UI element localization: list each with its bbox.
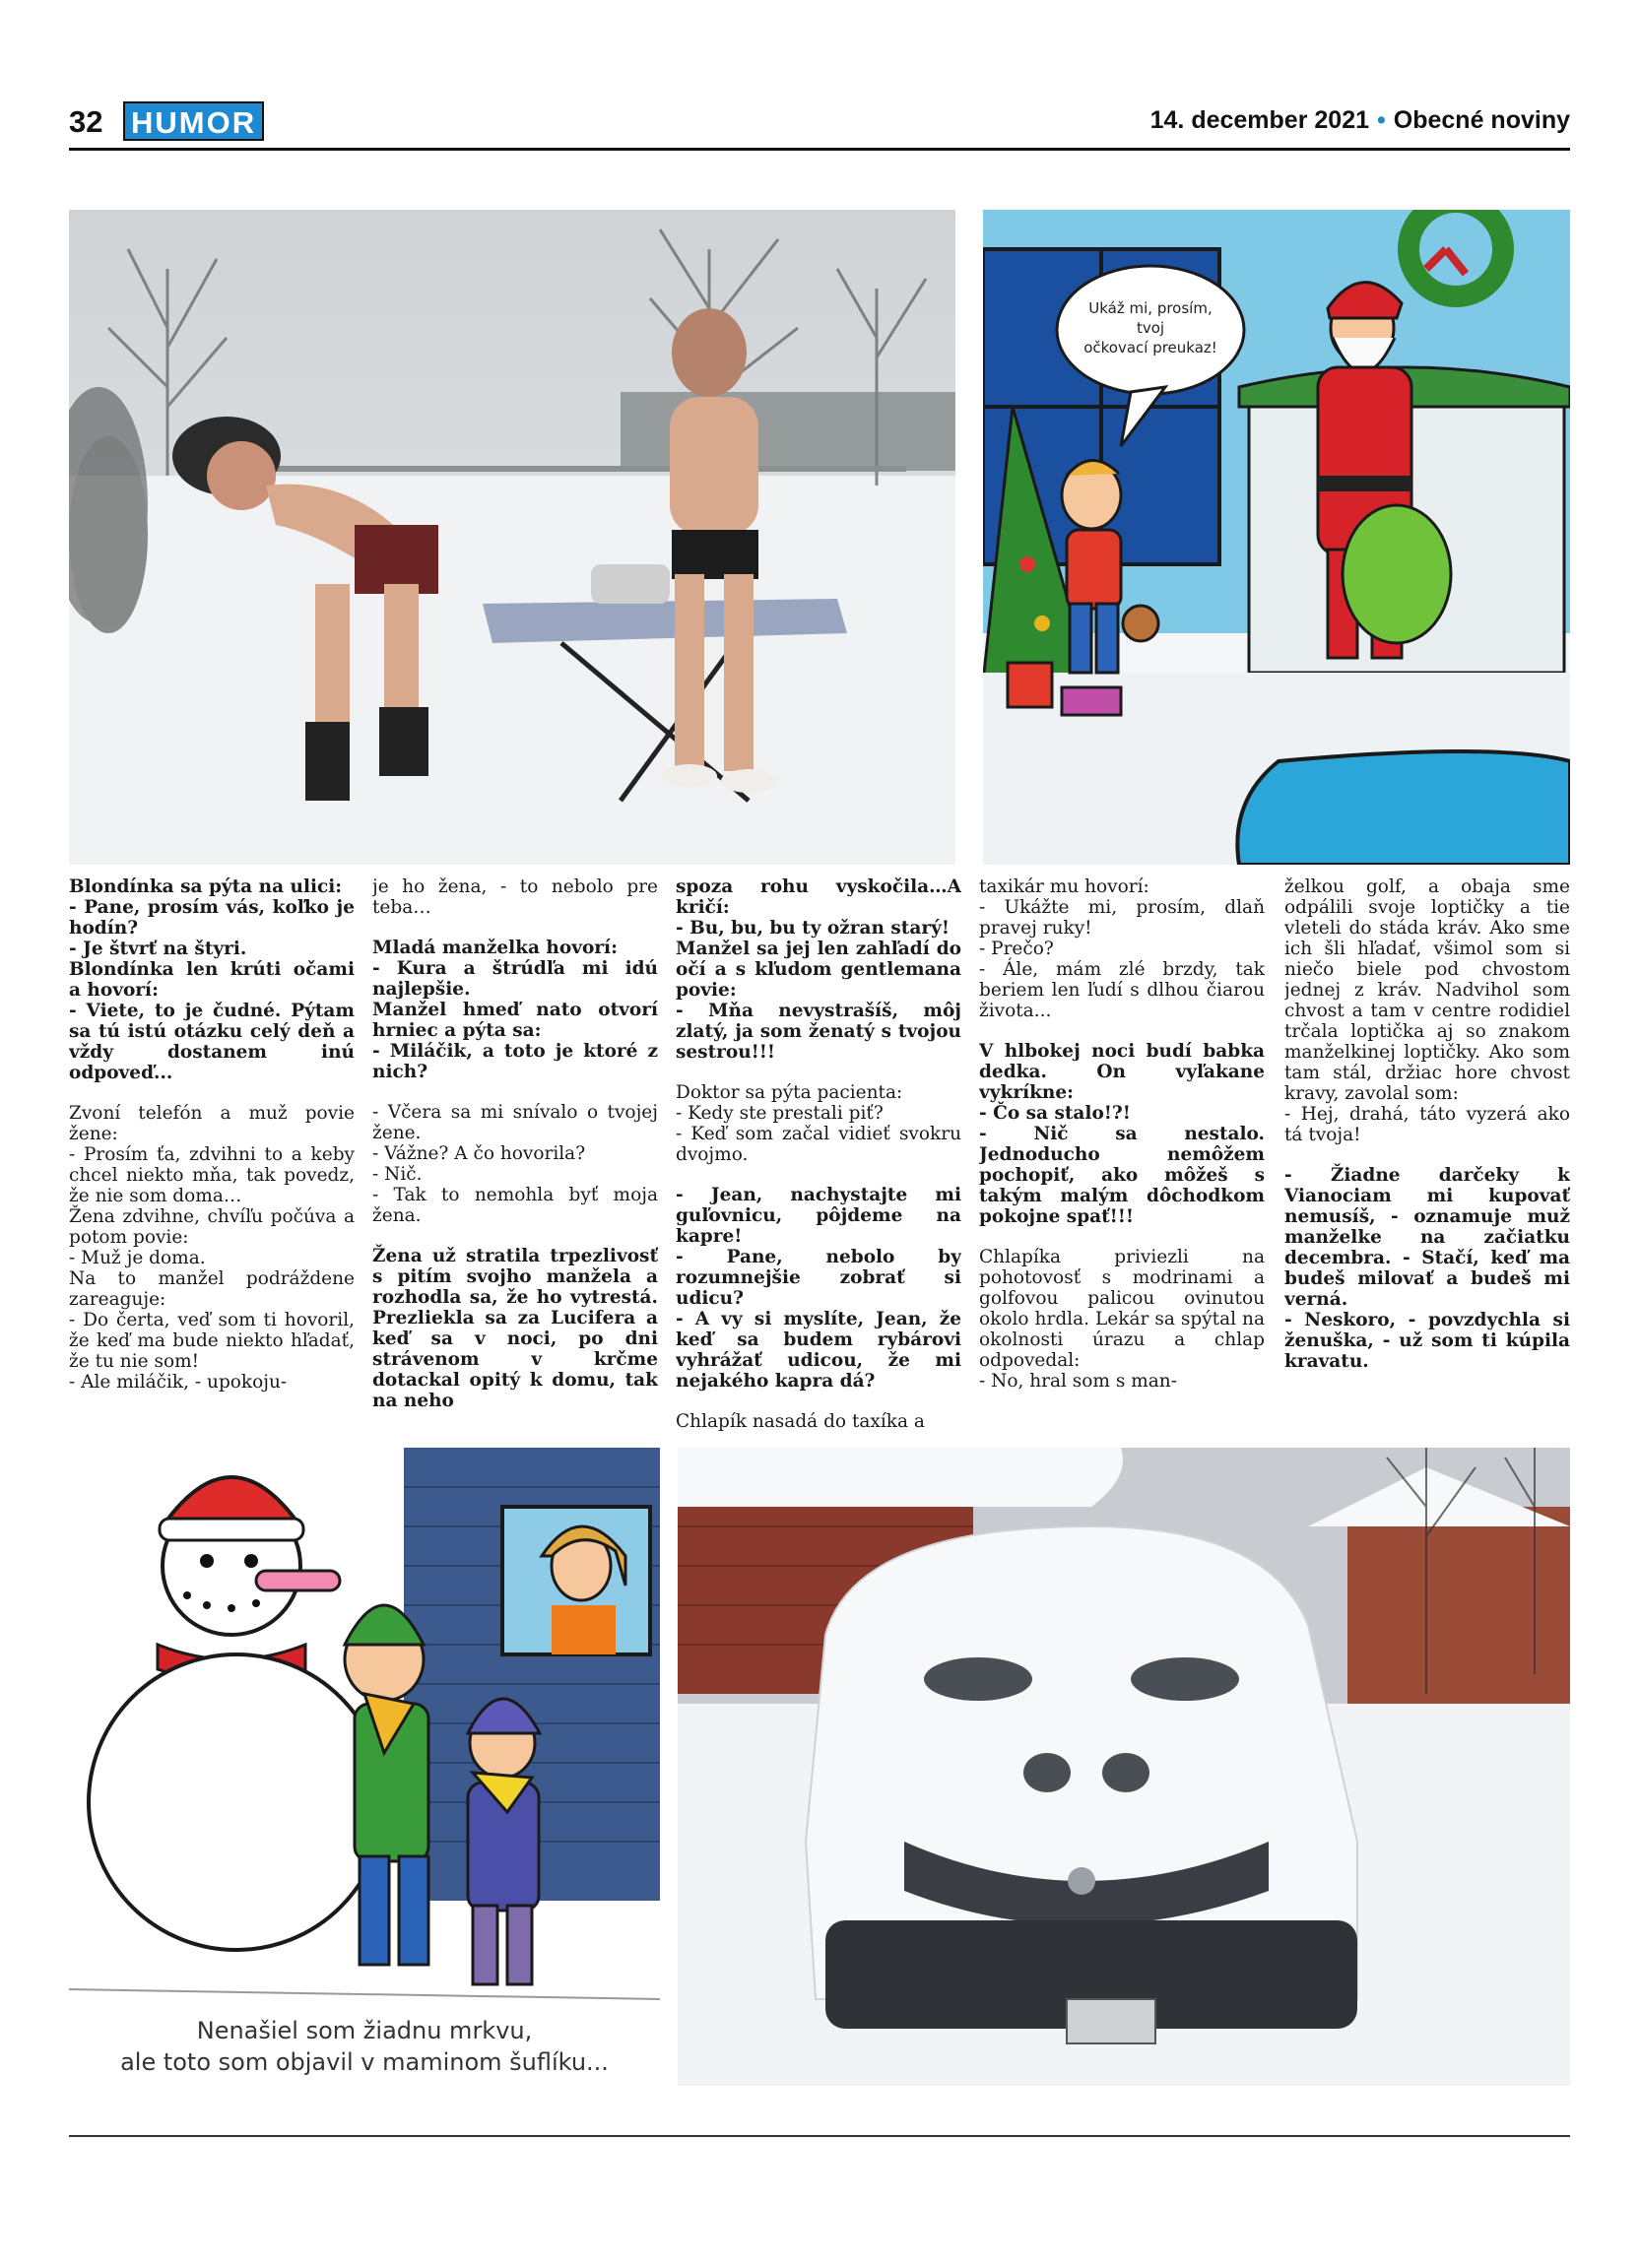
caption-line-1: Nenašiel som žiadnu mrkvu, bbox=[196, 2017, 533, 2044]
joke bbox=[372, 938, 658, 1082]
joke-line: želkou golf, a obaja sme odpálili svoje loptičky a tie vleteli do stáda kráv. Ako sme ich šli hľadať, všimol som si niečo biele pod chvostom jednej z kráv. Nadvihol som chvost a tam v centre rodidiel trčala loptička aj so znakom manželkinej loptičky. Ako som tam stál, držiac hore chvost kravy, zavolal som: bbox=[1284, 876, 1570, 1104]
joke-line: - Jean, nachystajte mi guľovnicu, pôjdeme na kapre! bbox=[676, 1185, 961, 1247]
joke-line: - Nič sa nestalo. Jednoducho nemôžem pochopiť, ako môžeš s takým malým dôchodkom pokojne spať!!! bbox=[979, 1124, 1265, 1227]
joke-line: - Bu, bu, bu ty ožran starý! bbox=[676, 918, 950, 939]
joke-line: Chlapík nasadá do taxíka a bbox=[676, 1411, 925, 1432]
joke bbox=[676, 1185, 961, 1392]
joke bbox=[372, 1246, 658, 1411]
joke bbox=[372, 1102, 658, 1226]
joke-line: - Vážne? A čo hovorila? bbox=[372, 1143, 586, 1164]
joke-line: - Neskoro, - povzdychla si ženuška, - už som ti kúpila kravatu. bbox=[1284, 1310, 1570, 1372]
caption-line-2: ale toto som objavil v maminom šuflíku... bbox=[120, 2048, 609, 2076]
joke-line: - A vy si myslíte, Jean, že keď sa budem rybárovi vyhrážať udicou, že mi nejakého kapra dá? bbox=[676, 1309, 961, 1392]
joke-line: - Mňa nevystrašíš, môj zlatý, ja som ženatý s tvojou sestrou!!! bbox=[676, 1001, 961, 1063]
issue-date: 14. december 2021 bbox=[1149, 106, 1370, 134]
cartoon-santa-vaccination bbox=[983, 210, 1570, 865]
joke bbox=[676, 1411, 961, 1432]
joke-line: - Žiadne darčeky k Vianociam mi kupovať nemusíš, - oznamuje muž manželke na začiatku decembra. - Stačí, keď ma budeš milovať a budeš mi verná. bbox=[1284, 1165, 1570, 1310]
joke-line: - Muž je doma. bbox=[69, 1248, 206, 1268]
joke-line: - Pane, nebolo by rozumnejšie zobrať si udicu? bbox=[676, 1247, 961, 1309]
joke-line: Chlapíka priviezli na pohotovosť s modrinami a golfovou palicou ovinutou okolo hrdla. Lekár sa spýtal na okolnosti úrazu a chlap odpovedal: bbox=[979, 1247, 1265, 1371]
joke bbox=[1284, 876, 1570, 1145]
joke-line: - Včera sa mi snívalo o tvojej žene. bbox=[372, 1102, 658, 1143]
text-column bbox=[69, 876, 355, 1438]
joke-line: - Je štvrť na štyri. bbox=[69, 939, 247, 959]
photo-snow-face-car bbox=[678, 1448, 1570, 2086]
speech-line-1: Ukáž mi, prosím, bbox=[1088, 299, 1213, 317]
joke-line: taxikár mu hovorí: bbox=[979, 876, 1149, 897]
joke-line: - Keď som začal vidieť svokru dvojmo. bbox=[676, 1124, 961, 1165]
joke-line: - Kura a štrúdľa mi idú najlepšie. bbox=[372, 958, 658, 1000]
joke-line: - Ale miláčik, - upokoju- bbox=[69, 1372, 288, 1393]
joke-line: V hlbokej noci budí babka dedka. On vyľakane vykríkne: bbox=[979, 1041, 1265, 1103]
joke-line: Doktor sa pýta pacienta: bbox=[676, 1082, 903, 1103]
footer-rule bbox=[69, 2135, 1570, 2137]
separator-dot: • bbox=[1377, 106, 1386, 134]
joke-line: Na to manžel podráždene zareaguje: bbox=[69, 1268, 355, 1310]
page-header bbox=[69, 98, 1570, 146]
jokes-columns bbox=[69, 876, 1570, 1438]
cartoon-snowman bbox=[69, 1448, 660, 2086]
joke-line: - Tak to nemohla byť moja žena. bbox=[372, 1185, 658, 1226]
publication-name: Obecné noviny bbox=[1393, 106, 1570, 134]
joke bbox=[676, 1082, 961, 1165]
joke-line: - Do čerta, veď som ti hovoril, že keď ma bude niekto hľadať, že tu nie som! bbox=[69, 1310, 355, 1372]
text-column bbox=[979, 876, 1265, 1438]
joke-line: - Čo sa stalo!?! bbox=[979, 1103, 1131, 1124]
joke-line: - Prosím ťa, zdvihni to a keby chcel niekto mňa, tak povedz, že nie som doma… bbox=[69, 1144, 355, 1206]
joke-line: - Pane, prosím vás, koľko je hodín? bbox=[69, 897, 355, 939]
joke bbox=[979, 1041, 1265, 1227]
joke-line: - Miláčik, a toto je ktoré z nich? bbox=[372, 1041, 658, 1082]
speech-line-3: očkovací preukaz! bbox=[1083, 339, 1217, 356]
joke-line: - Ále, mám zlé brzdy, tak beriem len ľudí s dlhou čiarou života... bbox=[979, 959, 1265, 1021]
joke-line: - Ukážte mi, prosím, dlaň pravej ruky! bbox=[979, 897, 1265, 939]
joke-line: - Viete, to je čudné. Pýtam sa tú istú otázku celý deň a vždy dostanem inú odpoveď... bbox=[69, 1001, 355, 1083]
joke bbox=[676, 876, 961, 1063]
joke bbox=[979, 1247, 1265, 1392]
joke bbox=[69, 1103, 355, 1393]
joke-line: - Kedy ste prestali piť? bbox=[676, 1103, 884, 1124]
photo-men-ironing-in-snow bbox=[69, 210, 955, 865]
joke-line: Žena už stratila trpezlivosť s pitím svojho manžela a rozhodla sa, že ho vytrestá. Prezliekla sa za Lucifera a keď sa v noci, po dni strávenom v krčme dotackal opitý k domu, tak na neho bbox=[372, 1246, 658, 1411]
joke bbox=[979, 876, 1265, 1021]
joke bbox=[372, 876, 658, 918]
text-column bbox=[1284, 876, 1570, 1438]
joke-line: - Prečo? bbox=[979, 939, 1054, 959]
joke-line: - No, hral som s man- bbox=[979, 1371, 1177, 1392]
joke bbox=[69, 876, 355, 1083]
joke-line: Mladá manželka hovorí: bbox=[372, 938, 618, 958]
joke-line: spoza rohu vyskočila…A kričí: bbox=[676, 876, 961, 918]
joke-line: Blondínka sa pýta na ulici: bbox=[69, 876, 343, 897]
issue-info bbox=[1150, 106, 1570, 135]
joke-line: - Hej, drahá, táto vyzerá ako tá tvoja! bbox=[1284, 1104, 1570, 1145]
joke bbox=[1284, 1165, 1570, 1372]
joke-line: je ho žena, - to nebolo pre teba… bbox=[372, 876, 658, 918]
text-column bbox=[676, 876, 961, 1438]
joke-line: - Nič. bbox=[372, 1164, 423, 1185]
text-column bbox=[372, 876, 658, 1438]
section-label: HUMOR bbox=[123, 101, 264, 141]
header-rule bbox=[69, 148, 1570, 151]
speech-line-2: tvoj bbox=[1136, 319, 1165, 337]
page-number: 32 bbox=[69, 104, 103, 139]
joke-line: Blondínka len krúti očami a hovorí: bbox=[69, 959, 355, 1001]
joke-line: Manžel hmeď nato otvorí hrniec a pýta sa: bbox=[372, 1000, 658, 1041]
joke-line: Zvoní telefón a muž povie žene: bbox=[69, 1103, 355, 1144]
joke-line: Manžel sa jej len zahľadí do očí a s kľudom gentlemana povie: bbox=[676, 939, 961, 1001]
joke-line: Žena zdvihne, chvíľu počúva a potom povie: bbox=[69, 1206, 355, 1248]
